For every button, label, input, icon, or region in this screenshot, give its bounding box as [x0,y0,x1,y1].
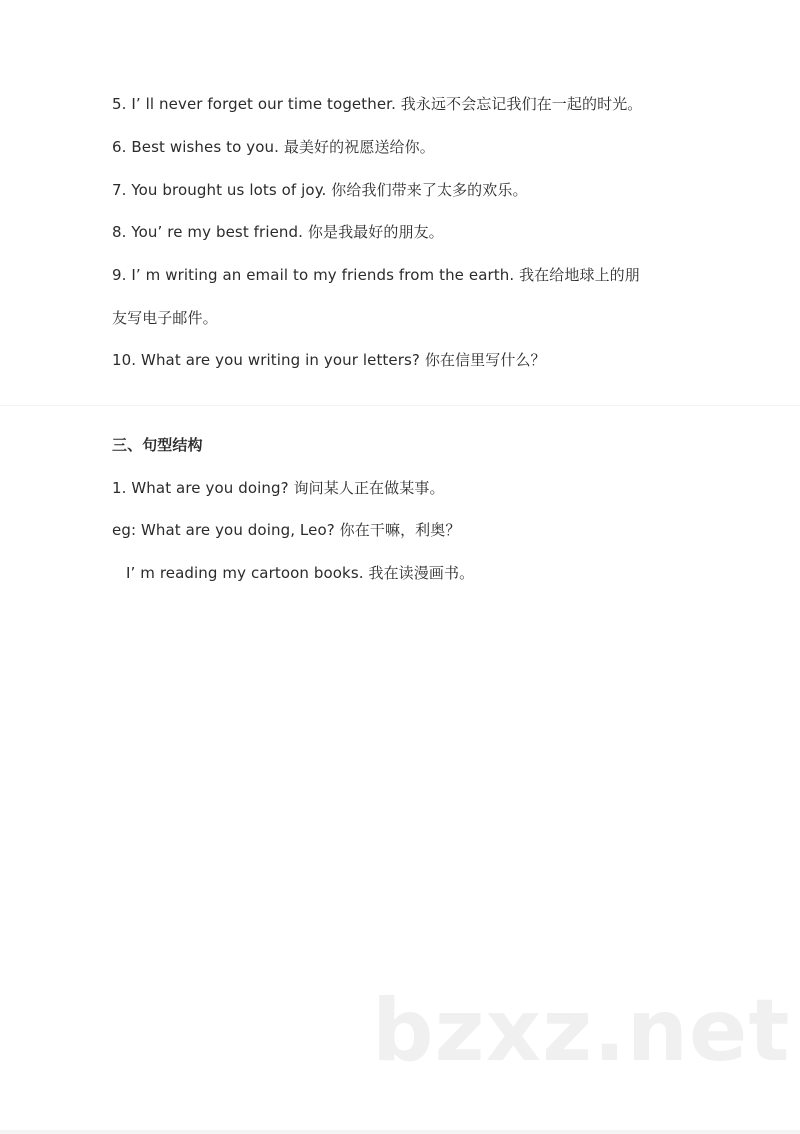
sentence-5: 5. I’ ll never forget our time together. 我永远不会忘记我们在一起的时光。 [112,95,643,113]
sentence-6: 6. Best wishes to you. 最美好的祝愿送给你。 [112,138,435,156]
sentence-9-continuation: 友写电子邮件。 [112,309,218,327]
sentence-section [0,0,800,405]
page-bottom-edge [0,1130,800,1134]
sentence-10: 10. What are you writing in your letters? 你在信里写什么？ [112,351,546,369]
sentence-7: 7. You brought us lots of joy. 你给我们带来了太多的欢乐。 [112,181,528,199]
sentence-9: 9. I’ m writing an email to my friends from the earth. 我在给地球上的朋 [112,266,640,284]
sentence-8: 8. You’ re my best friend. 你是我最好的朋友。 [112,223,444,241]
section-heading: 三、句型结构 [112,436,203,454]
example-answer: I’ m reading my cartoon books. 我在读漫画书。 [126,564,475,582]
watermark-logo: bzxz.net [372,981,791,1081]
example-question: eg: What are you doing, Leo? 你在干嘛，利奥？ [112,521,461,539]
section-divider [0,405,800,406]
pattern-item-1: 1. What are you doing? 询问某人正在做某事。 [112,479,445,497]
